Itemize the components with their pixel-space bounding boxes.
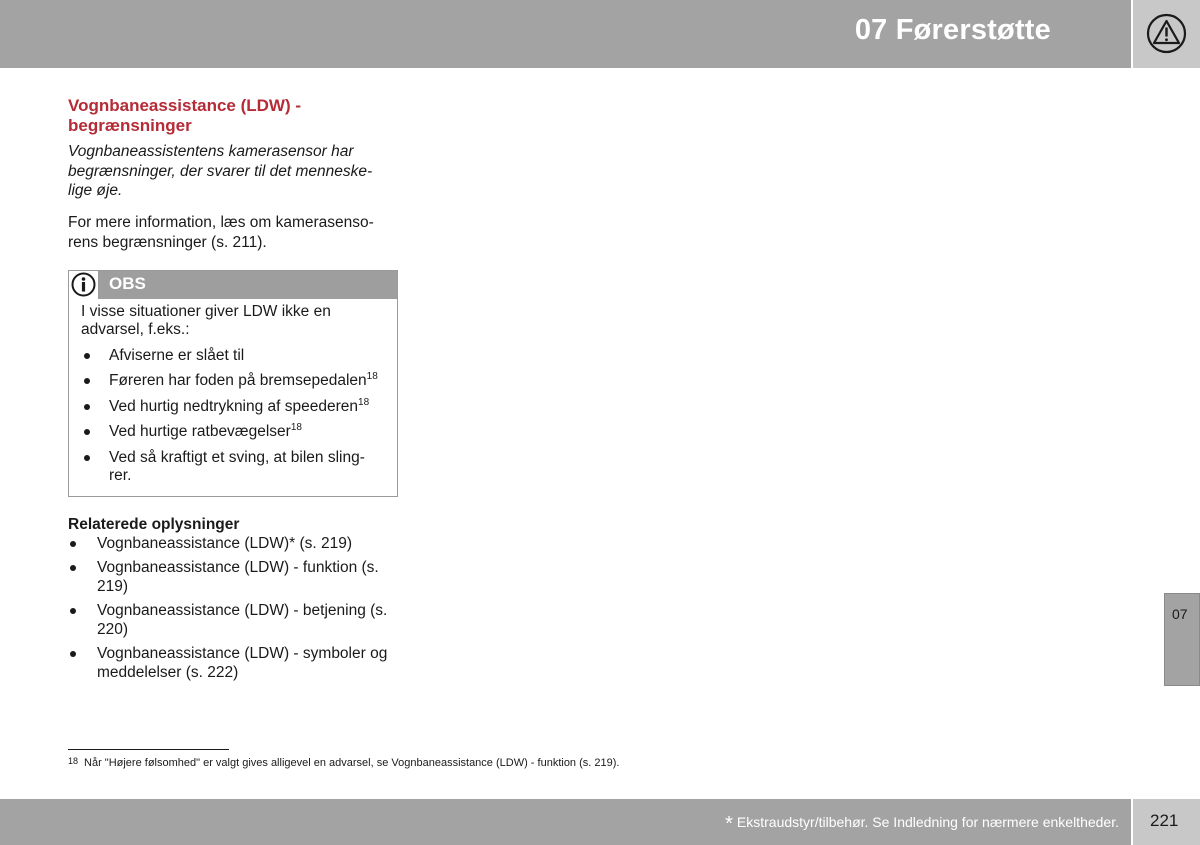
related-link[interactable] — [68, 602, 403, 639]
list-item — [81, 423, 385, 442]
footnote — [68, 756, 619, 769]
related-link-text-cont[interactable]: meddelelser (s. 222) — [97, 663, 239, 681]
list-item — [81, 398, 385, 417]
footnote-divider — [68, 749, 229, 750]
note-icon-box — [69, 271, 99, 299]
note-lead-line1: I visse situationer giver LDW ikke en — [81, 302, 331, 320]
list-item — [81, 449, 385, 486]
chapter-tab-label: 07 — [1172, 606, 1188, 622]
related-link-text[interactable]: Vognbaneassistance (LDW) - funktion (s. — [97, 559, 379, 576]
page-header — [0, 0, 1131, 68]
footer-note — [725, 813, 1119, 836]
related-list — [68, 535, 403, 683]
page-number-box — [1133, 799, 1200, 845]
footnote-ref[interactable]: 18 — [358, 396, 370, 408]
chapter-title: 07 Førerstøtte — [854, 14, 1051, 46]
list-item — [81, 372, 385, 391]
note-item-text: Ved hurtig nedtrykning af speederen — [109, 397, 359, 415]
para-line1: For mere information, læs om kamerasenso- — [68, 213, 374, 231]
related-link[interactable] — [68, 535, 403, 554]
note-item-text: Afviserne er slået til — [109, 346, 245, 364]
note-box — [68, 270, 398, 497]
note-item-text: Ved hurtige ratbevægelser — [109, 423, 291, 440]
note-list — [81, 347, 385, 486]
footnote-text: Når "Højere følsomhed" er valgt gives alligevel en advarsel, se Vognbaneassistance (LDW) - funktion (s. 219). — [84, 757, 620, 769]
info-paragraph — [68, 213, 403, 253]
note-title: OBS — [109, 273, 146, 293]
note-lead-line2: advarsel, f.eks.: — [81, 321, 190, 338]
intro-line2: begrænsninger, der svarer til det menneske- — [68, 162, 373, 180]
section-title — [68, 96, 403, 136]
related-link-text[interactable]: Vognbaneassistance (LDW) - symboler og — [97, 645, 388, 662]
note-item-text: Ved så kraftigt et sving, at bilen sling- — [109, 448, 365, 466]
footnote-ref[interactable]: 18 — [290, 421, 302, 433]
note-header — [69, 271, 397, 299]
intro-line1: Vognbaneassistentens kamerasensor har — [68, 143, 354, 160]
header-icon-box — [1133, 0, 1200, 68]
footnote-ref[interactable]: 18 — [366, 370, 378, 382]
warning-triangle-icon — [1146, 13, 1187, 54]
list-item — [81, 347, 385, 366]
note-item-text-cont: rer. — [109, 467, 132, 484]
note-lead — [81, 303, 385, 340]
related-link[interactable] — [68, 559, 403, 596]
footer-text: Ekstraudstyr/tilbehør. Se Indledning for nærmere enkeltheder. — [736, 814, 1119, 830]
note-item-text: Føreren har foden på bremsepedalen — [109, 372, 367, 389]
related-link-text[interactable]: Vognbaneassistance (LDW) - betjening (s. — [97, 602, 388, 619]
intro-line3: lige øje. — [68, 182, 123, 199]
footnote-number: 18 — [68, 756, 79, 766]
related-link[interactable] — [68, 645, 403, 682]
section-title-line2: begrænsninger — [68, 116, 192, 135]
related-title: Relaterede oplysninger — [68, 515, 240, 533]
note-body — [69, 299, 397, 496]
footer-star: * — [725, 813, 733, 835]
page-number: 221 — [1150, 811, 1179, 830]
main-content — [68, 96, 403, 682]
section-title-line1: Vognbaneassistance (LDW) - — [68, 96, 301, 115]
para-line2: rens begrænsninger (s. 211). — [68, 233, 267, 251]
related-link-text-cont[interactable]: 219) — [97, 577, 129, 595]
related-link-text[interactable]: Vognbaneassistance (LDW)* (s. 219) — [97, 534, 353, 552]
chapter-tab[interactable] — [1164, 593, 1200, 686]
related-link-text-cont[interactable]: 220) — [97, 620, 129, 638]
page-footer — [0, 799, 1131, 845]
intro-text — [68, 142, 403, 201]
info-icon — [71, 272, 96, 297]
